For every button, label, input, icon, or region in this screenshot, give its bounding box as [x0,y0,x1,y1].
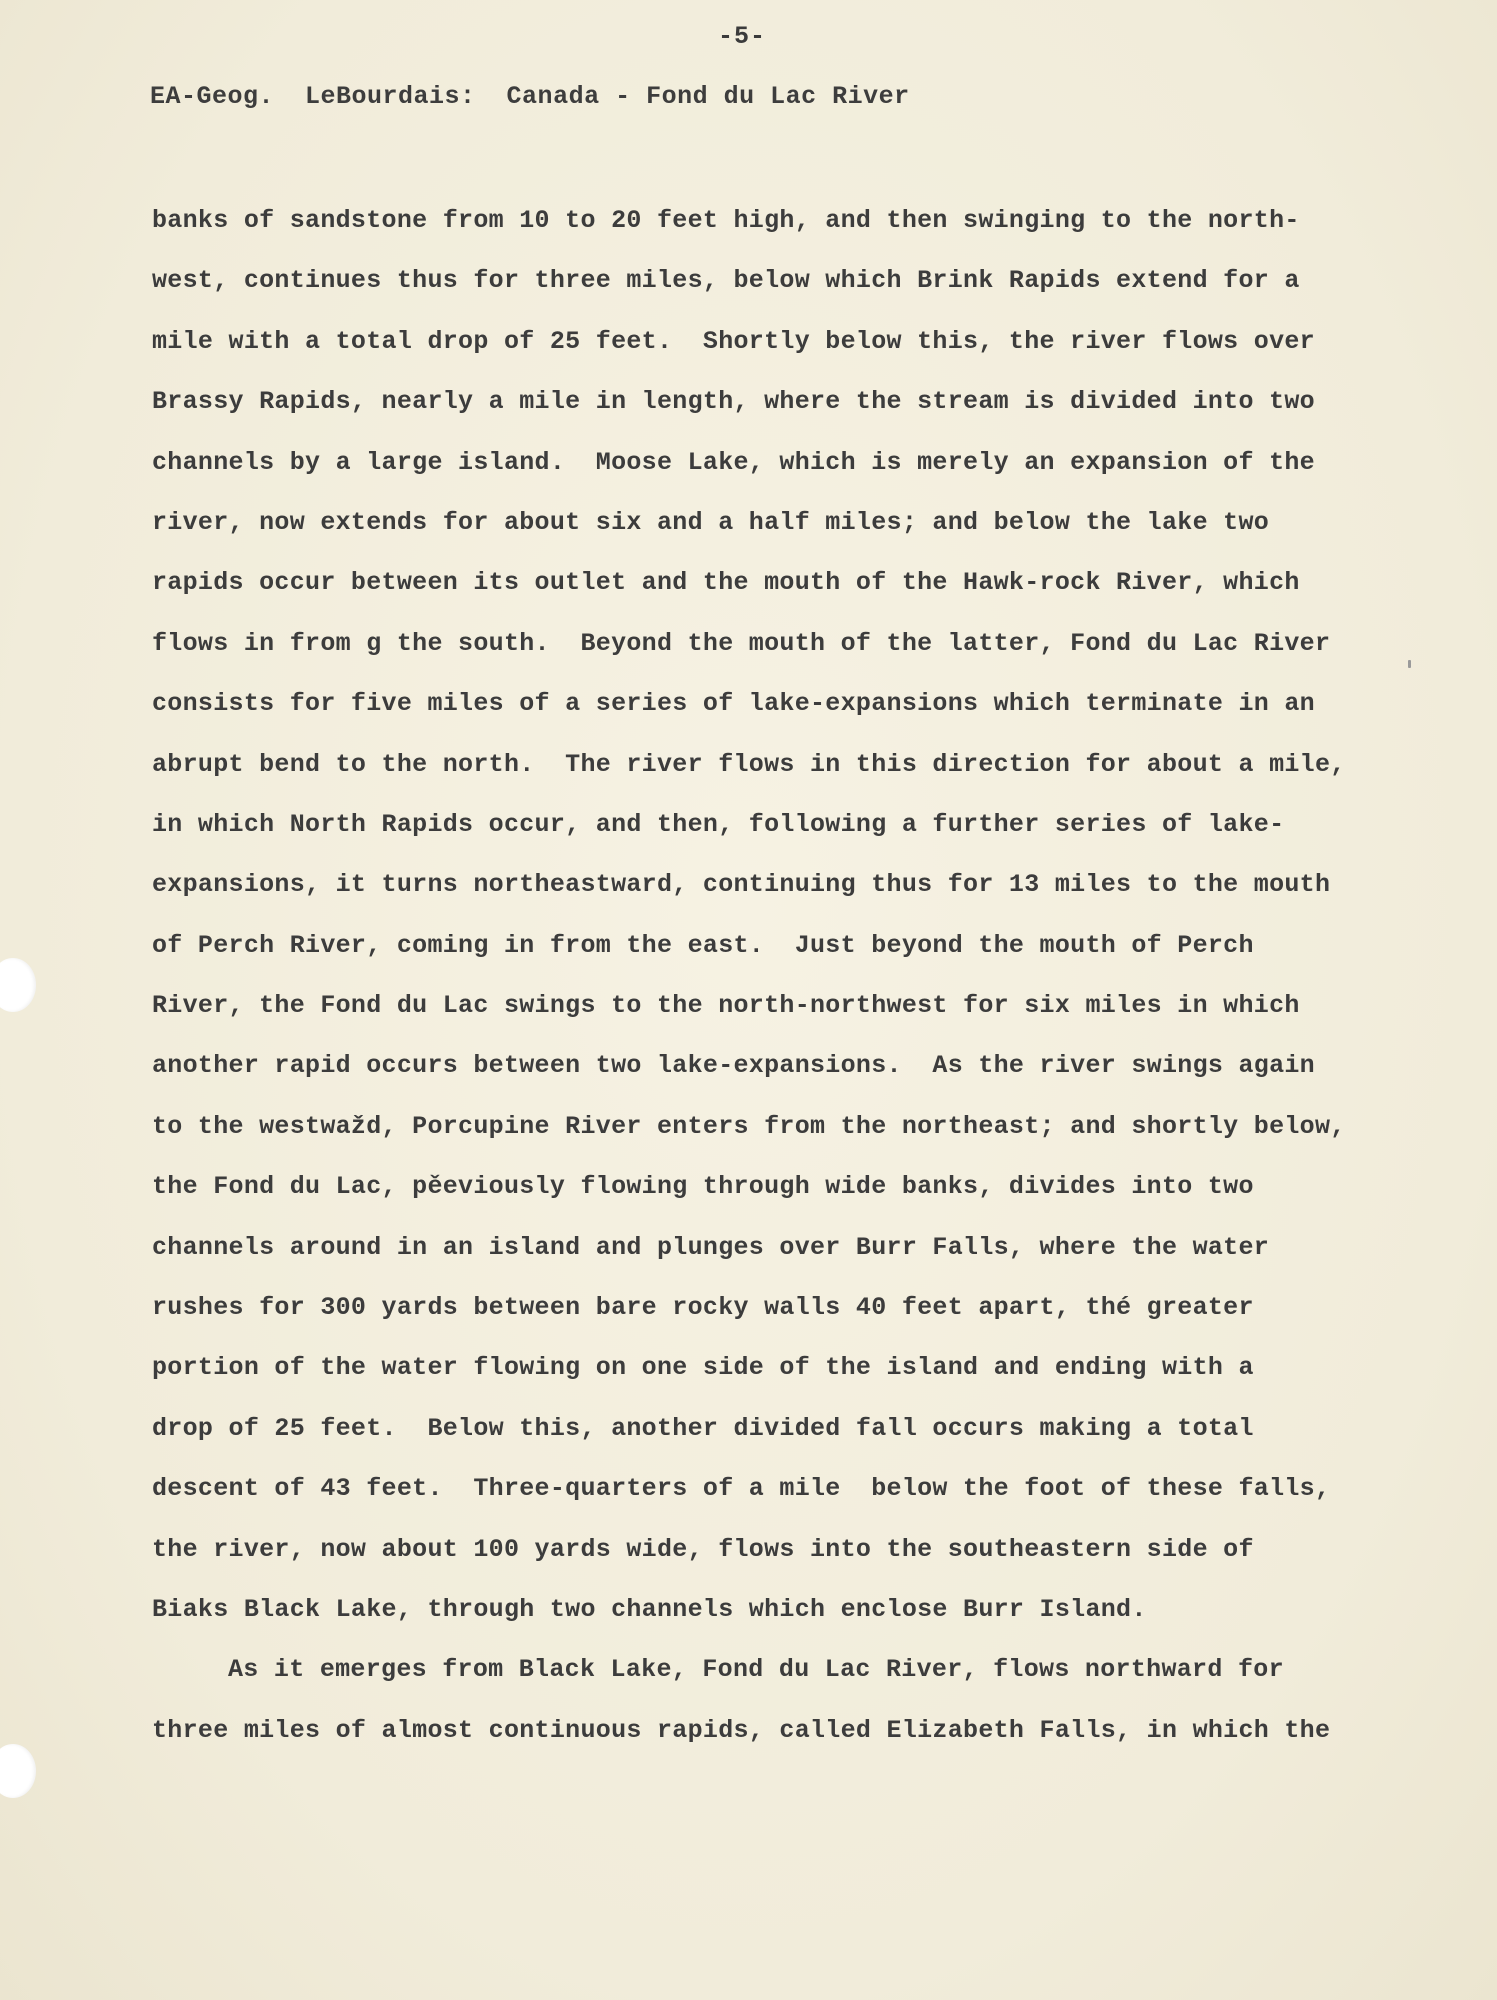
text-line: three miles of almost continuous rapids, called Elizabeth Falls, in which the [152,1715,1331,1745]
text-line: the river, now about 100 yards wide, flows into the southeastern side of [152,1534,1254,1564]
text-line: of Perch River, coming in from the east. Just beyond the mouth of Perch [152,930,1254,960]
text-line: abrupt bend to the north. The river flows in this direction for about a mile, [152,749,1346,779]
text-line: banks of sandstone from 10 to 20 feet high, and then swinging to the north- [152,206,1300,235]
punch-hole-bottom [0,1744,36,1798]
stray-mark [1408,660,1411,668]
text-line: consists for five miles of a series of lake-expansions which terminate in an [152,689,1315,719]
text-line-paragraph-start: As it emerges from Black Lake, Fond du Lac River, flows northward for [228,1655,1284,1685]
punch-hole-top [0,958,36,1012]
text-line: Brassy Rapids, nearly a mile in length, where the stream is divided into two [152,387,1315,417]
text-line: river, now extends for about six and a half miles; and below the lake two [152,507,1270,537]
page-number: -5- [718,22,767,51]
body-text [152,198,1382,1768]
text-line: another rapid occurs between two lake-expansions. As the river swings again [152,1051,1315,1081]
text-line: portion of the water flowing on one side of the island and ending with a [152,1353,1254,1383]
text-line: drop of 25 feet. Below this, another divided fall occurs making a total [152,1413,1254,1443]
text-line: flows in from g the south. Beyond the mouth of the latter, Fond du Lac River [152,628,1331,658]
document-header: EA-Geog. LeBourdais: Canada - Fond du Lac River [150,82,910,111]
text-line: River, the Fond du Lac swings to the north-northwest for six miles in which [152,991,1300,1021]
text-line: rushes for 300 yards between bare rocky walls 40 feet apart, thé greater [152,1293,1254,1323]
text-line: west, continues thus for three miles, below which Brink Rapids extend for a [152,266,1300,296]
text-line: channels by a large island. Moose Lake, which is merely an expansion of the [152,447,1315,477]
text-line: expansions, it turns northeastward, continuing thus for 13 miles to the mouth [152,870,1331,900]
text-line: descent of 43 feet. Three-quarters of a mile below the foot of these falls, [152,1474,1331,1504]
text-line: channels around in an island and plunges over Burr Falls, where the water [152,1232,1270,1262]
text-line: to the westwažd, Porcupine River enters from the northeast; and shortly below, [152,1111,1346,1141]
text-line: mile with a total drop of 25 feet. Shortly below this, the river flows over [152,326,1315,356]
text-line: the Fond du Lac, pěeviously flowing through wide banks, divides into two [152,1172,1254,1202]
text-line: in which North Rapids occur, and then, following a further series of lake- [152,809,1285,839]
text-line: Biaks Black Lake, through two channels which enclose Burr Island. [152,1594,1147,1624]
text-line: rapids occur between its outlet and the mouth of the Hawk-rock River, which [152,568,1300,598]
